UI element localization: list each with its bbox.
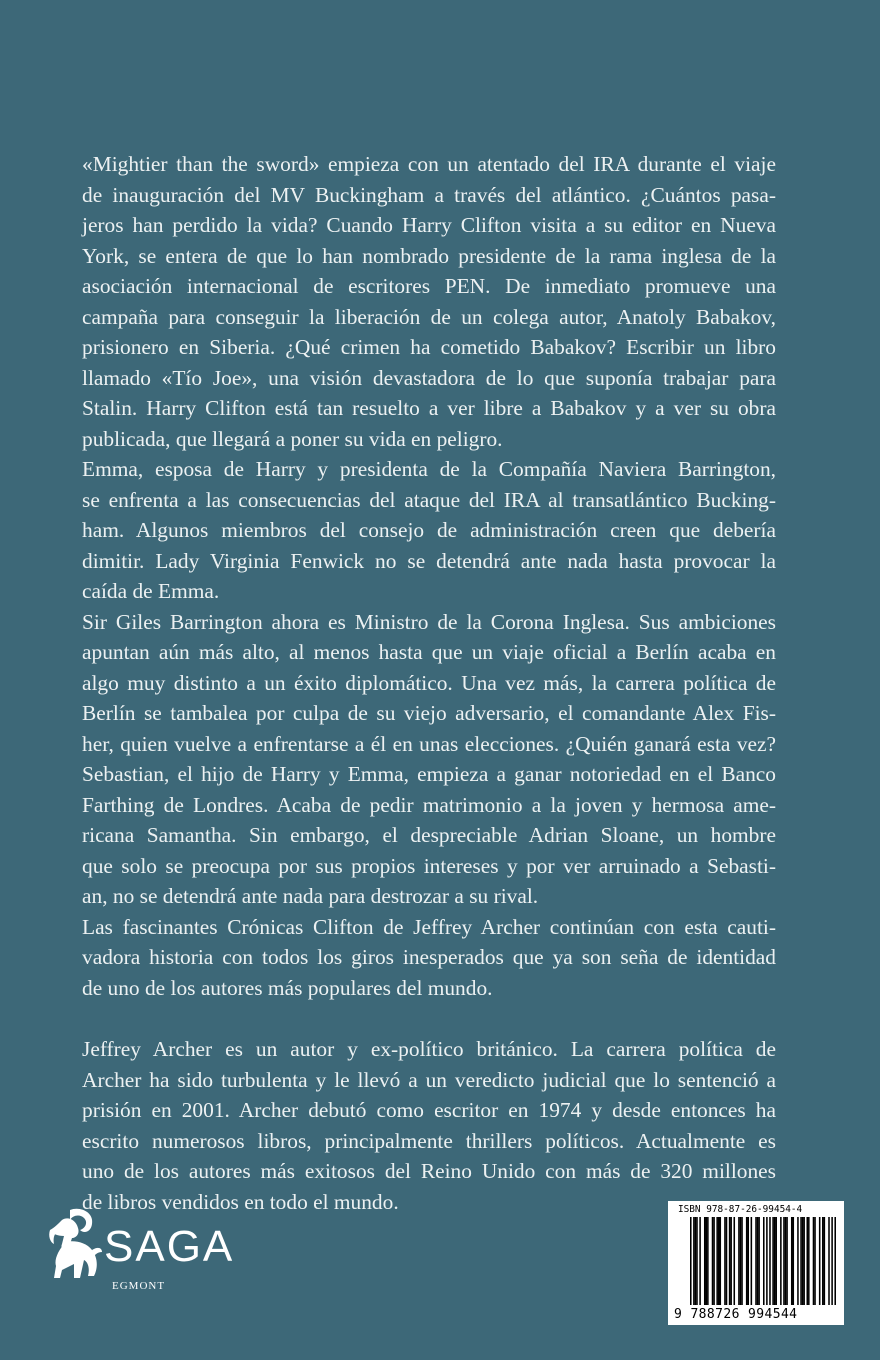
barcode-bar	[729, 1217, 731, 1305]
publisher-name: SAGA	[104, 1222, 235, 1271]
barcode-bar	[769, 1217, 771, 1305]
barcode-bar	[758, 1217, 760, 1305]
barcode-bar	[738, 1217, 740, 1305]
synopsis-line: her, quien vuelve a enfrentarse a él en unas elecciones. ¿Quién ganará esta vez?	[82, 732, 776, 756]
saga-goat-icon	[40, 1206, 106, 1280]
synopsis-line: algo muy distinto a un éxito diplomático. Una vez más, la carrera política de	[82, 671, 776, 695]
synopsis-line: York, se entera de que lo han nombrado presidente de la rama inglesa de la	[82, 244, 776, 268]
barcode-bar	[690, 1217, 692, 1305]
barcode-bar	[791, 1217, 793, 1305]
barcode-bar	[763, 1217, 765, 1305]
barcode-bar	[695, 1217, 697, 1305]
bio-line: Jeffrey Archer es un autor y ex-político británico. La carrera política de	[82, 1037, 776, 1061]
barcode-bar	[775, 1217, 777, 1305]
barcode-bar	[718, 1217, 720, 1305]
barcode-bar	[733, 1217, 735, 1305]
bio-line: escrito numerosos libros, principalmente thrillers políticos. Actualmente es	[82, 1129, 776, 1153]
barcode-bar	[713, 1217, 715, 1305]
synopsis-line: Sir Giles Barrington ahora es Ministro de la Corona Inglesa. Sus ambiciones	[82, 610, 776, 634]
synopsis-line: caída de Emma.	[82, 579, 220, 603]
synopsis-line: llamado «Tío Joe», una visión devastadora de lo que suponía trabajar para	[82, 366, 776, 390]
barcode-bar	[755, 1217, 757, 1305]
bio-line: Archer ha sido turbulenta y le llevó a un veredicto judicial que lo sentenció a	[82, 1068, 776, 1092]
barcode-bar	[766, 1217, 768, 1305]
synopsis-line: jeros han perdido la vida? Cuando Harry Clifton visita a su editor en Nueva	[82, 213, 776, 237]
barcode-bar	[831, 1217, 833, 1305]
barcode-bar	[696, 1217, 698, 1305]
synopsis-line: Berlín se tambalea por culpa de su viejo adversario, el comandante Alex Fis-	[82, 701, 776, 725]
barcode-bar	[712, 1217, 714, 1305]
barcode-digits: 9 788726 994544	[674, 1307, 798, 1322]
synopsis-line: ham. Algunos miembros del consejo de administración creen que debería	[82, 518, 776, 542]
barcode-bar	[707, 1217, 709, 1305]
barcode-bar	[822, 1217, 824, 1305]
barcode-bar	[704, 1217, 706, 1305]
barcode-bar	[780, 1217, 782, 1305]
synopsis-line: publicada, que llegará a poner su vida en peligro.	[82, 427, 503, 451]
barcode-bar	[786, 1217, 788, 1305]
synopsis-line: campaña para conseguir la liberación de un colega autor, Anatoly Babakov,	[82, 305, 776, 329]
synopsis-line: de inauguración del MV Buckingham a través del atlántico. ¿Cuántos pasa-	[82, 183, 776, 207]
barcode-bar	[783, 1217, 785, 1305]
barcode-bar	[740, 1217, 742, 1305]
barcode-bar	[716, 1217, 718, 1305]
barcode-bar	[793, 1217, 795, 1305]
barcode-bar	[828, 1217, 830, 1305]
synopsis-line: «Mightier than the sword» empieza con un atentado del IRA durante el viaje	[82, 152, 776, 176]
barcode-bar	[746, 1217, 748, 1305]
barcode-bar	[772, 1217, 774, 1305]
synopsis-line: Farthing de Londres. Acaba de pedir matrimonio a la joven y hermosa ame-	[82, 793, 776, 817]
barcode-bar	[730, 1217, 732, 1305]
barcode-bar	[813, 1217, 815, 1305]
barcode-bar	[800, 1217, 802, 1305]
synopsis-line: de uno de los autores más populares del mundo.	[82, 976, 493, 1000]
barcode-bar	[757, 1217, 759, 1305]
barcode-bar	[724, 1217, 726, 1305]
synopsis-line: Stalin. Harry Clifton está tan resuelto a ver libre a Babakov y a ver su obra	[82, 396, 776, 420]
bio-line: de libros vendidos en todo el mundo.	[82, 1190, 399, 1214]
bio-line: uno de los autores más exitosos del Reino Unido con más de 320 millones	[82, 1159, 776, 1183]
barcode-bar	[720, 1217, 722, 1305]
barcode-bar	[814, 1217, 816, 1305]
barcode-bar	[699, 1217, 701, 1305]
isbn-label: ISBN 978-87-26-99454-4	[678, 1204, 803, 1215]
barcode-bar	[747, 1217, 749, 1305]
synopsis-line: asociación internacional de escritores PEN. De inmediato promueve una	[82, 274, 776, 298]
synopsis-line: prisionero en Siberia. ¿Qué crimen ha cometido Babakov? Escribir un libro	[82, 335, 776, 359]
synopsis-line: ricana Samantha. Sin embargo, el despreciable Adrian Sloane, un hombre	[82, 823, 776, 847]
barcode-bar	[803, 1217, 805, 1305]
barcode-bar	[751, 1217, 753, 1305]
synopsis-line: an, no se detendrá ante nada para destrozar a su rival.	[82, 884, 539, 908]
barcode-bar	[802, 1217, 804, 1305]
synopsis-line: dimitir. Lady Virginia Fenwick no se detendrá ante nada hasta provocar la	[82, 549, 776, 573]
bio-line: prisión en 2001. Archer debutó como escritor en 1974 y desde entonces ha	[82, 1098, 776, 1122]
barcode-bar	[741, 1217, 743, 1305]
synopsis-line: se enfrenta a las consecuencias del ataque del IRA al transatlántico Bucking-	[82, 488, 776, 512]
synopsis-line: que solo se preocupa por sus propios intereses y por ver arruinado a Sebasti-	[82, 854, 776, 878]
synopsis-line: Sebastian, el hijo de Harry y Emma, empieza a ganar notoriedad en el Banco	[82, 762, 776, 786]
barcode-bar	[693, 1217, 695, 1305]
barcode-bar	[785, 1217, 787, 1305]
synopsis-line: Emma, esposa de Harry y presidenta de la Compañía Naviera Barrington,	[82, 457, 776, 481]
barcode-bar	[706, 1217, 708, 1305]
barcode-bar	[808, 1217, 810, 1305]
synopsis-line: apuntan aún más alto, al menos hasta que un viaje oficial a Berlín acaba en	[82, 640, 776, 664]
barcode-bar	[726, 1217, 728, 1305]
barcode-bar	[806, 1217, 808, 1305]
isbn-barcode	[668, 1201, 844, 1325]
barcode-bar	[819, 1217, 821, 1305]
synopsis-line: vadora historia con todos los giros inesperados que ya son seña de identidad	[82, 945, 776, 969]
barcode-bar	[824, 1217, 826, 1305]
synopsis-line: Las fascinantes Crónicas Clifton de Jeffrey Archer continúan con esta cauti-	[82, 915, 776, 939]
publisher-imprint: EGMONT	[112, 1280, 166, 1292]
barcode-bar	[774, 1217, 776, 1305]
barcode-bar	[834, 1217, 836, 1305]
barcode-bar	[797, 1217, 799, 1305]
